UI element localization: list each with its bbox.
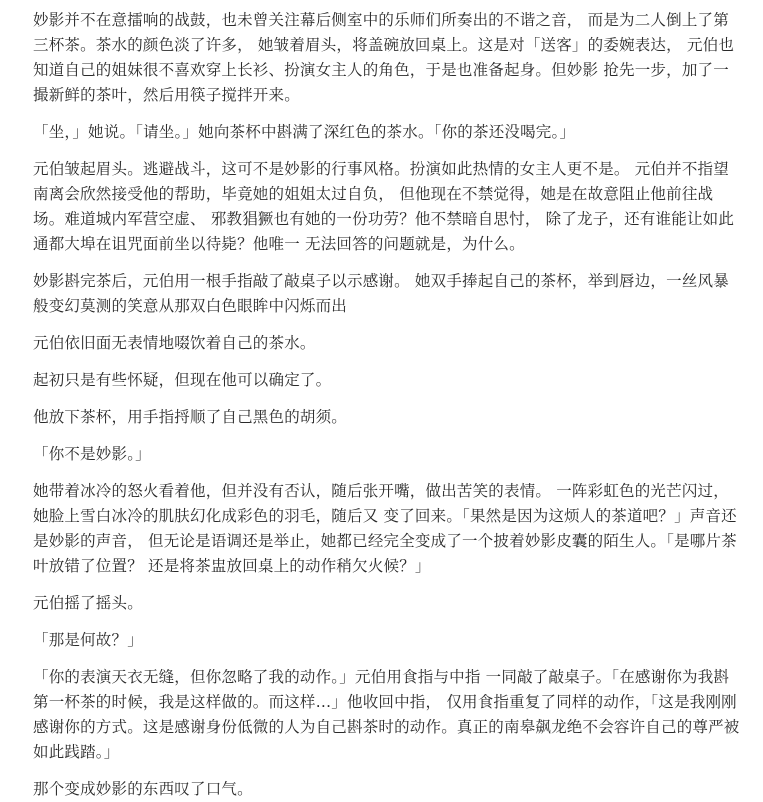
paragraph-5: 元伯依旧面无表情地啜饮着自己的茶水。 — [33, 334, 316, 352]
paragraph-13: 那个变成妙影的东西叹了口气。 — [33, 780, 253, 798]
paragraph-7: 他放下茶杯，用手指捋顺了自己黑色的胡须。 — [33, 408, 348, 426]
paragraph-1: 妙影并不在意擂响的战鼓，也未曾关注幕后侧室中的乐师们所奏出的不谐之音， 而是为二人倒上了第三杯茶。茶水的颜色淡了许多， 她皱着眉头，将盖碗放回桌上。这是对「送客」的委婉表达， 元伯也知道自己的姐妹很不喜欢穿上长衫、扮演女主人的角色，于是也准备起身。但妙影 抢先一步，加了一撮新鲜的茶叶，然后用筷子搅拌开来。 — [33, 11, 735, 104]
paragraph-4: 妙影斟完茶后，元伯用一根手指敲了敲桌子以示感谢。 她双手捧起自己的茶杯，举到唇边，一丝风暴般变幻莫测的笑意从那双白色眼眸中闪烁而出 — [33, 272, 729, 315]
paragraph-11: 「那是何故？」 — [33, 631, 143, 649]
paragraph-8: 「你不是妙影。」 — [33, 445, 151, 463]
paragraph-12: 「你的表演天衣无缝，但你忽略了我的动作。」元伯用食指与中指 一同敲了敲桌子。「在感谢你为我斟第一杯茶的时候，我是这样做的。而这样…」他收回中指， 仅用食指重复了同样的动作，「这是我刚刚感谢你的方式。这是感谢身份低微的人为自己斟茶时的动作。真正的南皋飙龙绝不会容许自己的尊严被 如此践踏。」 — [33, 668, 740, 761]
paragraph-10: 元伯摇了摇头。 — [33, 594, 143, 612]
paragraph-2: 「坐，」她说。「请坐。」她向茶杯中斟满了深红色的茶水。「你的茶还没喝完。」 — [33, 123, 576, 141]
paragraph-9: 她带着冰冷的怒火看着他，但并没有否认，随后张开嘴，做出苦笑的表情。 一阵彩虹色的光芒闪过，她脸上雪白冰冷的肌肤幻化成彩色的羽毛，随后又 变了回来。「果然是因为这烦人的茶道吧？」声音还是妙影的声音， 但无论是语调还是举止，她都已经完全变成了一个披着妙影皮囊的陌生人。「是哪片茶叶放错了位置？ 还是将茶盅放回桌上的动作稍欠火候？」 — [33, 482, 737, 575]
paragraph-3: 元伯皱起眉头。逃避战斗，这可不是妙影的行事风格。扮演如此热情的女主人更不是。 元伯并不指望南离会欣然接受他的帮助，毕竟她的姐姐太过自负， 但他现在不禁觉得，她是在故意阻止他前往战场。难道城内军营空虚、 邪教猖獗也有她的一份功劳？他不禁暗自思忖， 除了龙子，还有谁能让如此通都大埠在诅咒面前坐以待毙？他唯一 无法回答的问题就是，为什么。 — [33, 160, 735, 253]
paragraph-6: 起初只是有些怀疑，但现在他可以确定了。 — [33, 371, 332, 389]
